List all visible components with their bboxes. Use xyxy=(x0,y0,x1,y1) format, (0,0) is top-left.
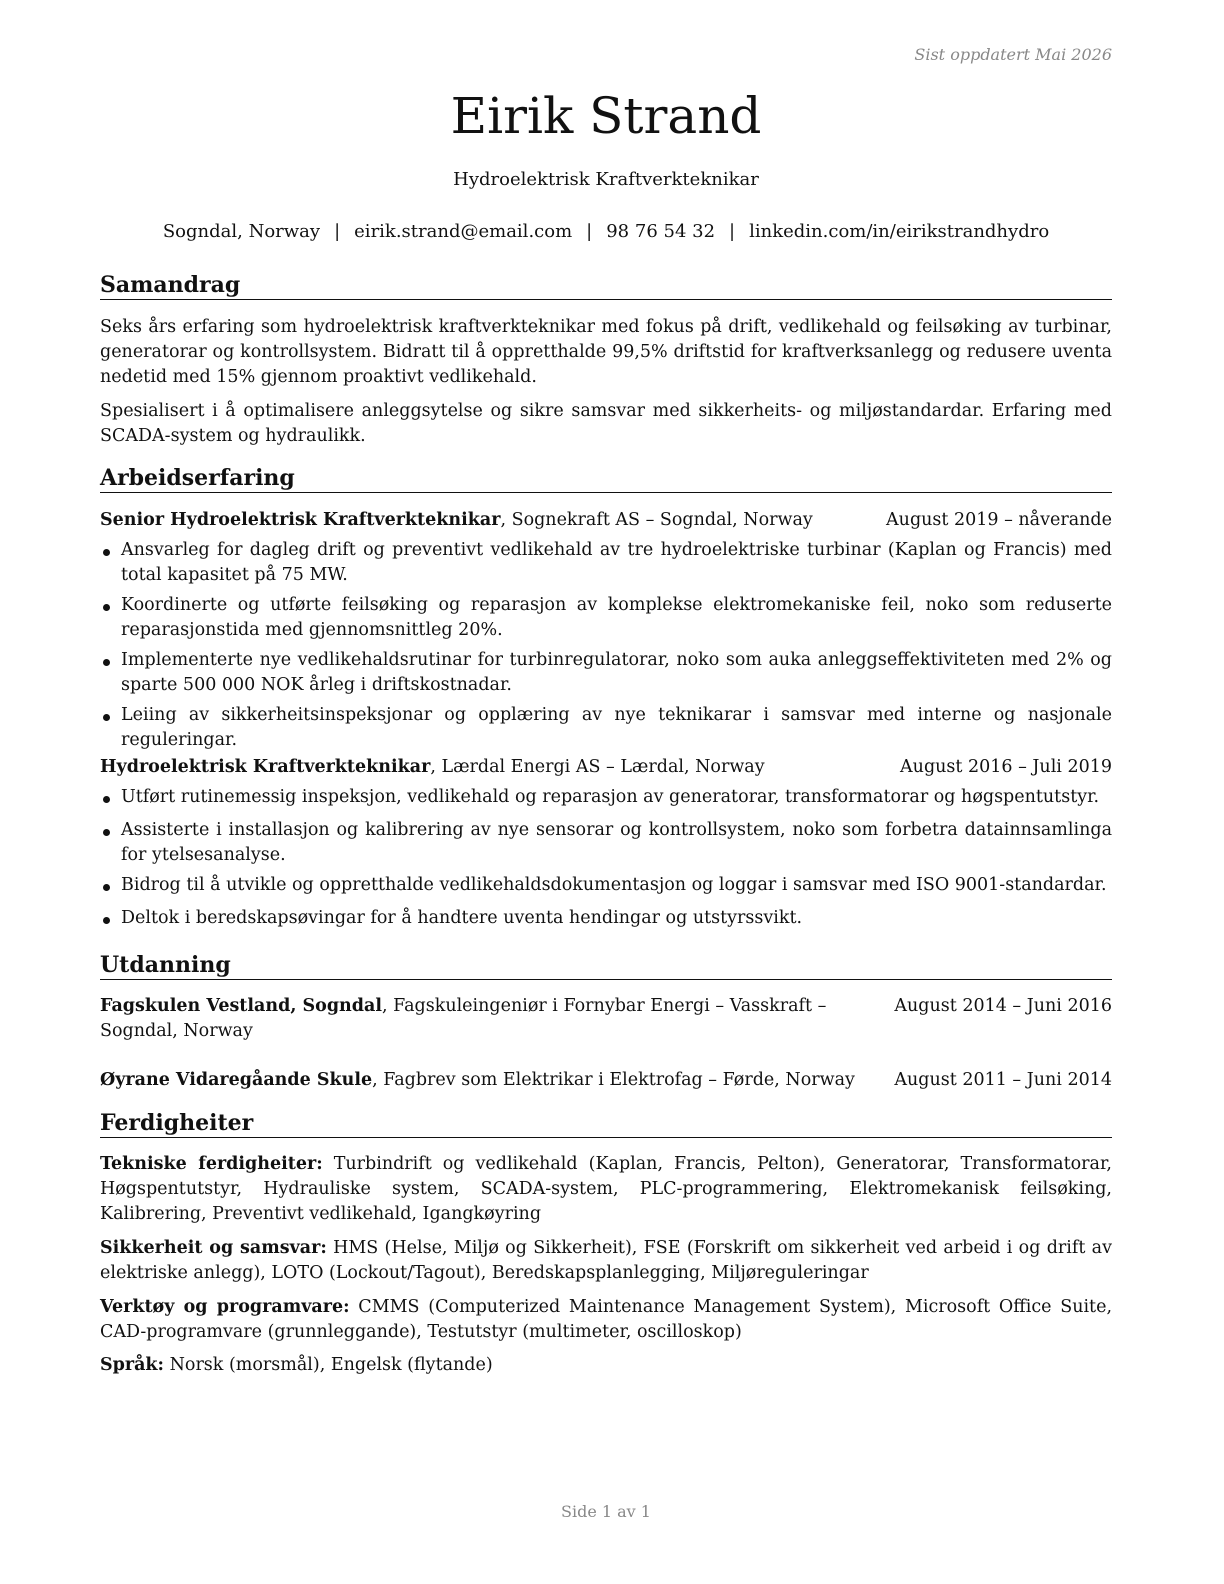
list-item xyxy=(100,538,1112,588)
bullet-icon xyxy=(103,714,110,721)
contact-phone: 98 76 54 32 xyxy=(606,221,716,242)
section-heading-summary: Samandrag xyxy=(100,271,1112,300)
bullet-icon xyxy=(103,884,110,891)
education-detail: , Fagskuleingeniør i Fornybar Energi – Vasskraft – Sogndal, Norway xyxy=(100,996,827,1041)
bullet-text: Implementerte nye vedlikehaldsrutinar for turbinregulatorar, noko som auka anleggseffektiviteten med 2% og sparte 500 000 NOK årleg i driftskostnadar. xyxy=(121,650,1112,695)
resume-page xyxy=(100,0,1112,1584)
bullet-icon xyxy=(103,796,110,803)
job-role: Hydroelektrisk Kraftverkteknikar xyxy=(100,757,431,777)
list-item xyxy=(100,785,1112,810)
bullet-text: Deltok i beredskapsøvingar for å handtere uventa hendingar og utstyrssvikt. xyxy=(121,908,803,928)
job-header xyxy=(100,755,1112,780)
job-dates: August 2019 – nåverande xyxy=(886,510,1112,530)
skill-text: Turbindrift og vedlikehald (Kaplan, Francis, Pelton), Generatorar, Transformatorar, Høgspentutstyr, Hydrauliske system, SCADA-system, PLC-programmering, Elektromekanisk feilsøking, Kalibrering, Preventivt vedlikehald, Igangkøyring xyxy=(100,1154,1112,1224)
skill-label: Sikkerheit og samsvar: xyxy=(100,1238,327,1258)
job-header xyxy=(100,508,1112,533)
contact-line xyxy=(100,220,1112,244)
contact-separator: | xyxy=(586,221,593,242)
contact-separator: | xyxy=(729,221,736,242)
job-title: Hydroelektrisk Kraftverkteknikar xyxy=(453,169,759,190)
skill-group xyxy=(100,1295,1112,1345)
section-heading-experience: Arbeidserfaring xyxy=(100,464,1112,493)
bullet-text: Assisterte i installasjon og kalibrering av nye sensorar og kontrollsystem, noko som forbetra datainnsamlinga for ytelsesanalyse. xyxy=(121,820,1112,865)
bullet-text: Bidrog til å utvikle og oppretthalde vedlikehaldsdokumentasjon og loggar i samsvar med ISO 9001-standardar. xyxy=(121,875,1107,895)
education-school: Øyrane Vidaregåande Skule xyxy=(100,1070,373,1090)
candidate-name: Eirik Strand xyxy=(450,87,762,145)
education-item xyxy=(100,1068,1112,1093)
section-heading-education: Utdanning xyxy=(100,951,1112,980)
skill-text: Norsk (morsmål), Engelsk (flytande) xyxy=(164,1355,493,1375)
bullet-text: Koordinerte og utførte feilsøking og reparasjon av komplekse elektromekaniske feil, noko som reduserte reparasjonstida med gjennomsnittleg 20%. xyxy=(121,595,1112,640)
last-updated: Sist oppdatert Mai 2026 xyxy=(914,45,1112,64)
bullet-icon xyxy=(103,604,110,611)
education-dates: August 2011 – Juni 2014 xyxy=(894,1070,1112,1090)
bullet-text: Utført rutinemessig inspeksjon, vedlikehald og reparasjon av generatorar, transformatorar og høgspentutstyr. xyxy=(121,787,1100,807)
bullet-icon xyxy=(103,917,110,924)
job-company: , Lærdal Energi AS – Lærdal, Norway xyxy=(430,757,765,777)
job-bullets xyxy=(100,538,1112,753)
job-bullets xyxy=(100,785,1112,931)
education-detail: , Fagbrev som Elektrikar i Elektrofag – Førde, Norway xyxy=(372,1070,855,1090)
section-heading-skills: Ferdigheiter xyxy=(100,1109,1112,1138)
contact-email[interactable]: eirik.strand@email.com xyxy=(354,221,573,242)
summary-paragraph: Spesialisert i å optimalisere anleggsytelse og sikre samsvar med sikkerheits- og miljøstandardar. Erfaring med SCADA-system og hydraulikk. xyxy=(100,401,1112,446)
skill-group xyxy=(100,1152,1112,1227)
contact-linkedin[interactable]: linkedin.com/in/eirikstrandhydro xyxy=(749,221,1050,242)
list-item xyxy=(100,906,1112,931)
education-item xyxy=(100,994,1112,1044)
list-item xyxy=(100,648,1112,698)
education-dates: August 2014 – Juni 2016 xyxy=(894,996,1112,1016)
bullet-icon xyxy=(103,659,110,666)
list-item xyxy=(100,703,1112,753)
bullet-text: Leiing av sikkerheitsinspeksjonar og opplæring av nye teknikarar i samsvar med interne og nasjonale reguleringar. xyxy=(121,705,1112,750)
skill-label: Verktøy og programvare: xyxy=(100,1297,350,1317)
bullet-icon xyxy=(103,549,110,556)
contact-location: Sogndal, Norway xyxy=(162,221,321,242)
bullet-text: Ansvarleg for dagleg drift og preventivt vedlikehald av tre hydroelektriske turbinar (Kaplan og Francis) med total kapasitet på 75 MW. xyxy=(121,540,1112,585)
bullet-icon xyxy=(103,829,110,836)
job-company: , Sognekraft AS – Sogndal, Norway xyxy=(500,510,813,530)
skill-group xyxy=(100,1353,1112,1378)
skill-text: HMS (Helse, Miljø og Sikkerheit), FSE (Forskrift om sikkerheit ved arbeid i og drift av elektriske anlegg), LOTO (Lockout/Tagout), Beredskapsplanlegging, Miljøreguleringar xyxy=(100,1238,1113,1283)
page-number: Side 1 av 1 xyxy=(561,1502,651,1521)
job-dates: August 2016 – Juli 2019 xyxy=(900,757,1112,777)
skill-text: CMMS (Computerized Maintenance Management System), Microsoft Office Suite, CAD-programvare (grunnleggande), Testutstyr (multimeter, oscilloskop) xyxy=(100,1297,1113,1342)
skill-label: Tekniske ferdigheiter: xyxy=(100,1154,323,1174)
list-item xyxy=(100,818,1112,868)
skill-group xyxy=(100,1236,1112,1286)
education-school: Fagskulen Vestland, Sogndal xyxy=(100,996,383,1016)
list-item xyxy=(100,873,1112,898)
contact-separator: | xyxy=(334,221,341,242)
job-role: Senior Hydroelektrisk Kraftverkteknikar xyxy=(100,510,501,530)
summary-paragraph: Seks års erfaring som hydroelektrisk kraftverkteknikar med fokus på drift, vedlikehald og feilsøking av turbinar, generatorar og kontrollsystem. Bidratt til å oppretthalde 99,5% driftstid for kraftverksanlegg og redusere uventa nedetid med 15% gjennom proaktivt vedlikehald. xyxy=(100,317,1112,387)
skill-label: Språk: xyxy=(100,1355,165,1375)
list-item xyxy=(100,593,1112,643)
